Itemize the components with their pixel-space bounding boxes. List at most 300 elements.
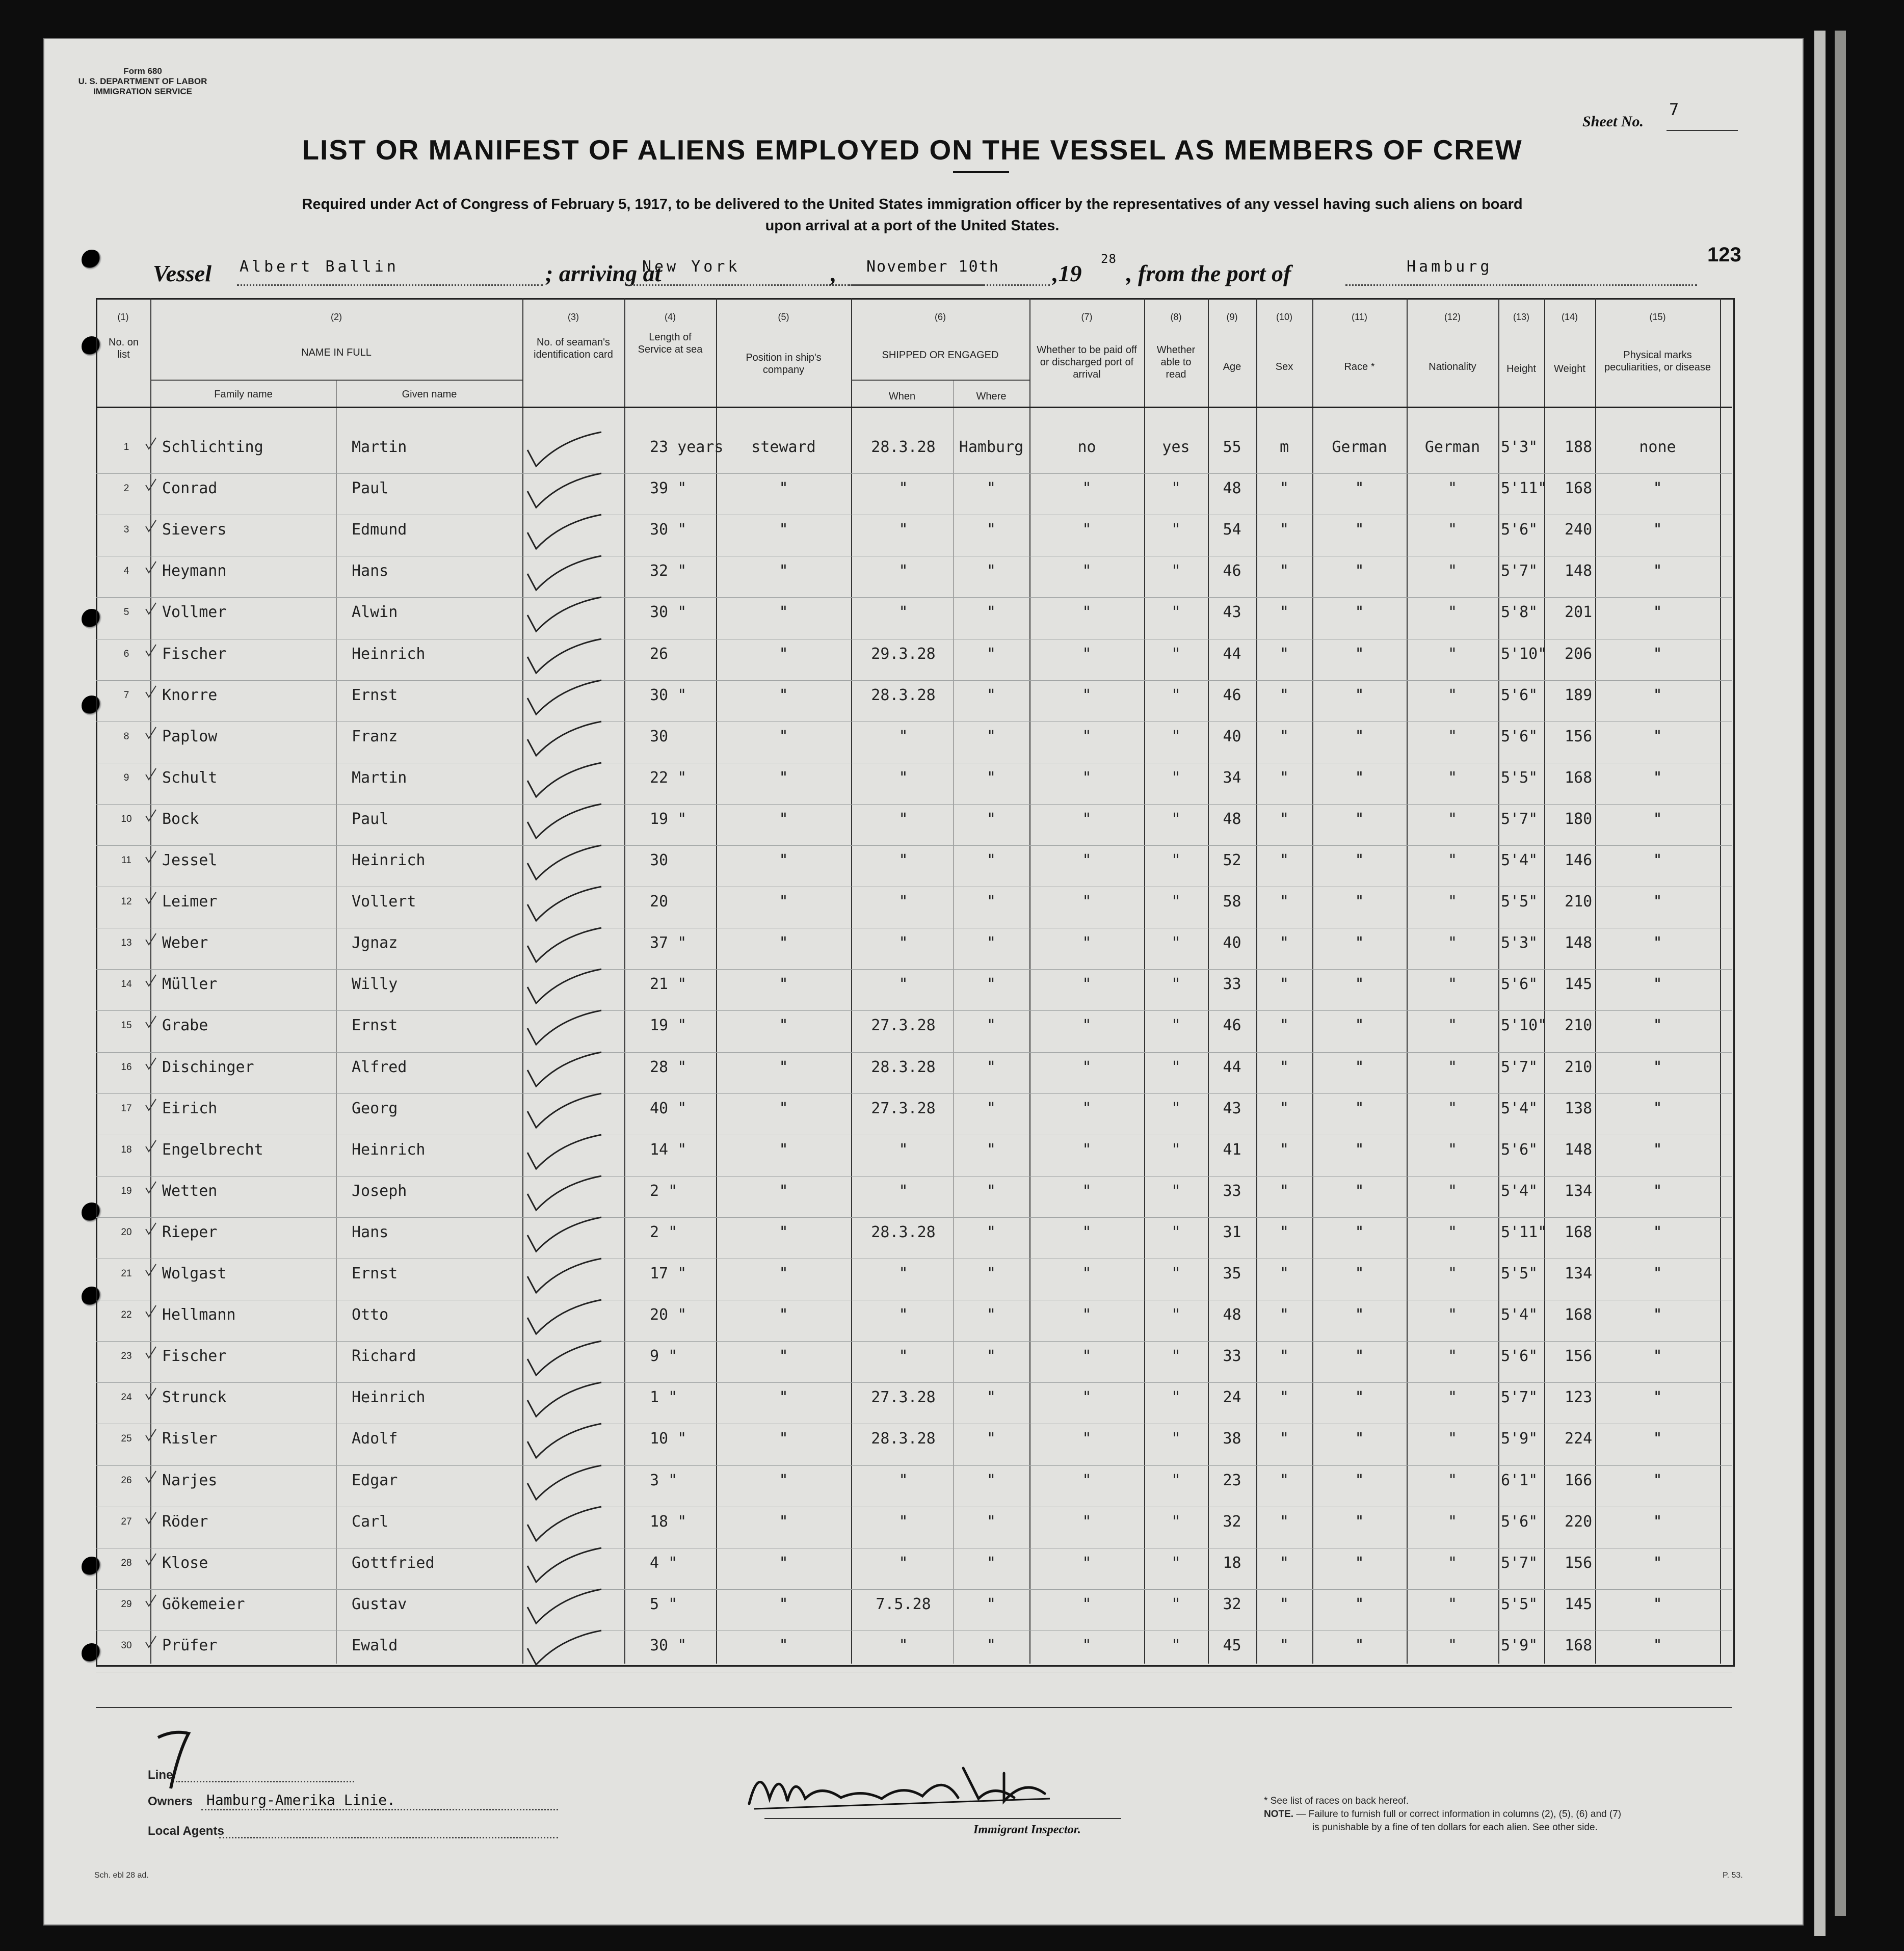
cell-height: 5'6" <box>1501 1347 1538 1365</box>
cell-read: " <box>1171 1100 1181 1117</box>
cell-height: 5'6" <box>1501 975 1538 993</box>
cell-family: Conrad <box>162 479 218 497</box>
cell-race: " <box>1355 975 1364 993</box>
cell-sex: " <box>1279 1182 1289 1200</box>
row-rule <box>96 597 1732 598</box>
cell-nat: " <box>1447 1472 1458 1489</box>
cell-height: 5'6" <box>1501 1513 1538 1531</box>
cell-race: " <box>1355 1388 1364 1406</box>
cell-where: " <box>986 1182 996 1200</box>
cell-paid: " <box>1082 1513 1092 1531</box>
row-rule <box>96 1589 1732 1590</box>
cell-family: Fischer <box>162 1347 227 1365</box>
check-mark-icon <box>525 1297 612 1338</box>
cell-paid: " <box>1082 603 1092 621</box>
cell-where: " <box>986 1554 996 1572</box>
cell-sex: " <box>1279 1265 1289 1282</box>
cell-age: 46 <box>1223 562 1241 580</box>
check-mark-icon <box>525 1173 612 1214</box>
cell-family: Risler <box>162 1430 218 1448</box>
cell-sex: " <box>1279 851 1289 869</box>
cell-given: Joseph <box>352 1182 407 1200</box>
check-mark-icon <box>525 1504 612 1545</box>
cell-given: Franz <box>352 728 398 745</box>
cell-age: 38 <box>1223 1430 1241 1448</box>
cell-weight: 156 <box>1565 1347 1593 1365</box>
cell-given: Adolf <box>352 1430 398 1448</box>
row-rule <box>96 1465 1732 1466</box>
cell-weight: 138 <box>1565 1100 1593 1117</box>
col-number: (2) <box>331 312 342 322</box>
cell-read: " <box>1171 1637 1181 1654</box>
small-tick-icon <box>144 1427 159 1442</box>
cell-height: 5'7" <box>1501 562 1538 580</box>
cell-nat: " <box>1447 603 1458 621</box>
cell-no: 18 <box>121 1144 132 1155</box>
cell-height: 5'4" <box>1501 1182 1538 1200</box>
department-name: U. S. DEPARTMENT OF LABOR <box>78 76 207 86</box>
cell-race: " <box>1355 1100 1364 1117</box>
cell-when: 28.3.28 <box>871 1430 936 1448</box>
cell-where: " <box>986 1637 996 1654</box>
cell-when: " <box>898 1637 908 1654</box>
cell-paid: " <box>1082 686 1092 704</box>
cell-marks: " <box>1653 521 1662 539</box>
cell-where: " <box>986 934 996 952</box>
cell-weight: 156 <box>1565 1554 1593 1572</box>
cell-read: " <box>1171 1223 1181 1241</box>
cell-age: 40 <box>1223 728 1241 745</box>
cell-given: Heinrich <box>352 1141 426 1159</box>
cell-position: " <box>779 1265 788 1282</box>
cell-age: 23 <box>1223 1472 1241 1489</box>
cell-race: " <box>1355 810 1364 828</box>
cell-family: Vollmer <box>162 603 227 621</box>
cell-marks: " <box>1653 479 1662 497</box>
cell-height: 5'4" <box>1501 1306 1538 1324</box>
cell-family: Knorre <box>162 686 218 704</box>
cell-nat: " <box>1447 893 1458 911</box>
cell-height: 5'7" <box>1501 1388 1538 1406</box>
cell-service: 5 " <box>650 1595 678 1613</box>
cell-sex: " <box>1279 1637 1289 1654</box>
cell-service: 30 <box>650 728 669 745</box>
cell-service: 22 " <box>650 769 687 787</box>
cell-marks: " <box>1653 851 1662 869</box>
small-tick-icon <box>144 643 159 658</box>
cell-when: 28.3.28 <box>871 686 936 704</box>
check-mark-icon <box>525 719 612 760</box>
small-tick-icon <box>144 1056 159 1071</box>
cell-given: Hans <box>352 1223 389 1241</box>
cell-no: 17 <box>121 1103 132 1114</box>
col-number: (13) <box>1513 312 1529 322</box>
cell-age: 18 <box>1223 1554 1241 1572</box>
cell-family: Gökemeier <box>162 1595 245 1613</box>
cell-where: Hamburg <box>959 438 1024 456</box>
header-bottom-rule <box>96 407 1732 408</box>
cell-weight: 123 <box>1565 1388 1593 1406</box>
header-family-name: Family name <box>214 389 273 400</box>
subtitle-line-1: Required under Act of Congress of February 5, 1917, to be delivered to the United States immigration officer by the representatives of any vessel having such aliens on board <box>302 196 1523 212</box>
cell-height: 5'5" <box>1501 893 1538 911</box>
cell-sex: " <box>1279 1306 1289 1324</box>
cell-read: " <box>1171 728 1181 745</box>
header-name-in-full: NAME IN FULL <box>301 347 372 358</box>
cell-no: 3 <box>123 524 129 535</box>
cell-weight: 168 <box>1565 1306 1593 1324</box>
cell-position: " <box>779 479 788 497</box>
header-able-to-read: Whether able to read <box>1156 344 1196 380</box>
small-tick-icon <box>144 436 159 451</box>
cell-sex: " <box>1279 1430 1289 1448</box>
cell-given: Ernst <box>352 1017 398 1034</box>
small-tick-icon <box>144 1303 159 1319</box>
cell-service: 30 " <box>650 1637 687 1654</box>
cell-no: 4 <box>123 566 129 576</box>
cell-read: " <box>1171 479 1181 497</box>
cell-when: " <box>898 893 908 911</box>
row-rule <box>96 1341 1732 1342</box>
cell-sex: " <box>1279 1554 1289 1572</box>
cell-nat: German <box>1424 438 1480 456</box>
races-note: * See list of races on back hereof. <box>1264 1796 1409 1806</box>
cell-when: " <box>898 1513 908 1531</box>
cell-no: 14 <box>121 979 132 990</box>
cell-age: 40 <box>1223 934 1241 952</box>
cell-where: " <box>986 893 996 911</box>
cell-age: 46 <box>1223 686 1241 704</box>
cell-paid: " <box>1082 893 1092 911</box>
cell-service: 20 " <box>650 1306 687 1324</box>
cell-where: " <box>986 1347 996 1365</box>
cell-read: " <box>1171 1182 1181 1200</box>
cell-given: Ewald <box>352 1637 398 1654</box>
cell-weight: 206 <box>1565 645 1593 663</box>
cell-paid: " <box>1082 1347 1092 1365</box>
cell-no: 15 <box>121 1020 132 1031</box>
header-position: Position in ship's company <box>746 352 822 376</box>
cell-marks: " <box>1653 769 1662 787</box>
cell-marks: " <box>1653 893 1662 911</box>
cell-service: 23 years <box>650 438 724 456</box>
cell-when: " <box>898 1265 908 1282</box>
cell-when: " <box>898 521 908 539</box>
cell-race: German <box>1332 438 1387 456</box>
cell-race: " <box>1355 1430 1364 1448</box>
cell-age: 45 <box>1223 1637 1241 1654</box>
cell-weight: 168 <box>1565 769 1593 787</box>
cell-no: 16 <box>121 1062 132 1073</box>
cell-read: " <box>1171 810 1181 828</box>
cell-given: Alwin <box>352 603 398 621</box>
cell-weight: 134 <box>1565 1182 1593 1200</box>
cell-given: Otto <box>352 1306 389 1324</box>
cell-family: Fischer <box>162 645 227 663</box>
header-shipped-or-engaged: SHIPPED OR ENGAGED <box>882 350 999 361</box>
page-code: P. 53. <box>1723 1871 1743 1880</box>
small-tick-icon <box>144 559 159 575</box>
cell-where: " <box>986 1472 996 1489</box>
cell-service: 26 <box>650 645 669 663</box>
cell-paid: " <box>1082 1430 1092 1448</box>
cell-position: " <box>779 893 788 911</box>
column-rule <box>336 380 337 1664</box>
cell-nat: " <box>1447 562 1458 580</box>
small-tick-icon <box>144 973 159 988</box>
cell-where: " <box>986 562 996 580</box>
cell-position: " <box>779 1141 788 1159</box>
service-name: IMMIGRATION SERVICE <box>93 87 192 96</box>
check-mark-icon <box>525 1215 612 1255</box>
cell-given: Willy <box>352 975 398 993</box>
col-number: (9) <box>1226 312 1238 322</box>
cell-when: " <box>898 1141 908 1159</box>
cell-race: " <box>1355 769 1364 787</box>
check-mark-icon <box>525 1463 612 1504</box>
binder-hole <box>82 250 102 270</box>
cell-weight: 180 <box>1565 810 1593 828</box>
cell-race: " <box>1355 645 1364 663</box>
year-prefix: , 19 <box>1052 260 1082 286</box>
check-mark-icon <box>525 1339 612 1379</box>
small-tick-icon <box>144 1593 159 1608</box>
cell-weight: 146 <box>1565 851 1593 869</box>
cell-weight: 156 <box>1565 728 1593 745</box>
cell-position: " <box>779 1100 788 1117</box>
header-given-name: Given name <box>402 389 457 400</box>
cell-when: " <box>898 934 908 952</box>
cell-nat: " <box>1447 1347 1458 1365</box>
header-sex: Sex <box>1275 361 1293 372</box>
page-title: LIST OR MANIFEST OF ALIENS EMPLOYED ON THE VESSEL AS MEMBERS OF CREW <box>302 134 1523 166</box>
cell-age: 35 <box>1223 1265 1241 1282</box>
cell-given: Richard <box>352 1347 416 1365</box>
subtitle-line-2: upon arrival at a port of the United States. <box>765 218 1060 234</box>
arriving-label: ; arriving at <box>545 260 662 286</box>
cell-nat: " <box>1447 1637 1458 1654</box>
row-rule <box>96 1217 1732 1218</box>
check-mark-icon <box>525 967 612 1007</box>
small-tick-icon <box>144 1634 159 1649</box>
cell-read: " <box>1171 1388 1181 1406</box>
cell-when: 29.3.28 <box>871 645 936 663</box>
col-number: (12) <box>1444 312 1461 322</box>
cell-age: 33 <box>1223 1347 1241 1365</box>
cell-where: " <box>986 1430 996 1448</box>
cell-read: " <box>1171 934 1181 952</box>
cell-read: " <box>1171 975 1181 993</box>
cell-read: " <box>1171 769 1181 787</box>
cell-race: " <box>1355 893 1364 911</box>
cell-paid: " <box>1082 1472 1092 1489</box>
cell-position: " <box>779 1430 788 1448</box>
cell-race: " <box>1355 562 1364 580</box>
cell-family: Rieper <box>162 1223 218 1241</box>
cell-read: " <box>1171 1265 1181 1282</box>
cell-height: 5'7" <box>1501 1554 1538 1572</box>
cell-position: " <box>779 1513 788 1531</box>
col-number: (4) <box>665 312 676 322</box>
check-mark-icon <box>525 1421 612 1462</box>
cell-read: " <box>1171 1595 1181 1613</box>
cell-sex: " <box>1279 603 1289 621</box>
cell-paid: " <box>1082 1554 1092 1572</box>
cell-given: Edgar <box>352 1472 398 1489</box>
cell-when: " <box>898 1554 908 1572</box>
page-subtitle <box>127 194 1697 236</box>
year-suffix: 28 <box>1101 252 1117 266</box>
small-tick-icon <box>144 1097 159 1112</box>
check-mark-icon <box>525 1628 612 1669</box>
cell-no: 29 <box>121 1599 132 1610</box>
cell-weight: 145 <box>1565 975 1593 993</box>
vessel-line <box>153 252 1697 290</box>
cell-weight: 188 <box>1565 438 1593 456</box>
cell-sex: " <box>1279 686 1289 704</box>
cell-service: 3 " <box>650 1472 678 1489</box>
cell-when: 7.5.28 <box>876 1595 931 1613</box>
cell-position: " <box>779 521 788 539</box>
cell-height: 5'4" <box>1501 1100 1538 1117</box>
cell-no: 9 <box>123 772 129 783</box>
vessel-label: Vessel <box>153 260 211 286</box>
cell-age: 55 <box>1223 438 1241 456</box>
cell-marks: " <box>1653 1265 1662 1282</box>
form-identifier <box>61 66 224 97</box>
row-rule <box>96 969 1732 970</box>
small-tick-icon <box>144 1180 159 1195</box>
cell-nat: " <box>1447 686 1458 704</box>
cell-weight: 189 <box>1565 686 1593 704</box>
cell-when: " <box>898 1306 908 1324</box>
cell-paid: " <box>1082 851 1092 869</box>
cell-position: " <box>779 1058 788 1076</box>
col-number: (7) <box>1081 312 1093 322</box>
row-rule <box>96 1010 1732 1011</box>
cell-service: 18 " <box>650 1513 687 1531</box>
cell-age: 32 <box>1223 1513 1241 1531</box>
inspector-signature <box>739 1753 1065 1819</box>
cell-marks: " <box>1653 810 1662 828</box>
check-mark-icon <box>525 512 612 553</box>
arrival-date-line <box>849 284 1050 286</box>
cell-no: 11 <box>121 855 131 866</box>
cell-position: " <box>779 686 788 704</box>
header-age: Age <box>1223 361 1241 372</box>
cell-no: 25 <box>121 1433 132 1444</box>
small-tick-icon <box>144 684 159 699</box>
cell-family: Eirich <box>162 1100 218 1117</box>
cell-position: " <box>779 1347 788 1365</box>
column-rule <box>851 298 852 1664</box>
cell-weight: 168 <box>1565 1637 1593 1654</box>
check-mark-icon <box>525 678 612 718</box>
cell-race: " <box>1355 851 1364 869</box>
cell-age: 46 <box>1223 1017 1241 1034</box>
cell-marks: " <box>1653 1017 1662 1034</box>
cell-height: 5'6" <box>1501 728 1538 745</box>
cell-nat: " <box>1447 1058 1458 1076</box>
cell-family: Sievers <box>162 521 227 539</box>
cell-weight: 240 <box>1565 521 1593 539</box>
small-tick-icon <box>144 849 159 864</box>
cell-nat: " <box>1447 1388 1458 1406</box>
cell-race: " <box>1355 1058 1364 1076</box>
check-mark-icon <box>525 553 612 594</box>
cell-given: Martin <box>352 769 407 787</box>
cell-height: 5'5" <box>1501 769 1538 787</box>
cell-family: Schult <box>162 769 218 787</box>
cell-service: 28 " <box>650 1058 687 1076</box>
cell-position: " <box>779 603 788 621</box>
cell-sex: m <box>1279 438 1289 456</box>
cell-height: 5'6" <box>1501 686 1538 704</box>
cell-paid: " <box>1082 479 1092 497</box>
cell-where: " <box>986 1141 996 1159</box>
header-when: When <box>888 391 916 402</box>
cell-height: 5'4" <box>1501 851 1538 869</box>
cell-marks: " <box>1653 603 1662 621</box>
cell-no: 8 <box>123 731 129 742</box>
cell-given: Vollert <box>352 893 416 911</box>
cell-read: " <box>1171 562 1181 580</box>
cell-sex: " <box>1279 934 1289 952</box>
cell-age: 44 <box>1223 1058 1241 1076</box>
cell-marks: " <box>1653 1223 1662 1241</box>
cell-where: " <box>986 851 996 869</box>
cell-service: 10 " <box>650 1430 687 1448</box>
cell-no: 23 <box>121 1351 132 1361</box>
cell-height: 5'9" <box>1501 1430 1538 1448</box>
cell-paid: " <box>1082 645 1092 663</box>
cell-where: " <box>986 1265 996 1282</box>
cell-family: Jessel <box>162 851 218 869</box>
cell-paid: " <box>1082 1223 1092 1241</box>
cell-given: Ernst <box>352 1265 398 1282</box>
cell-nat: " <box>1447 1017 1458 1034</box>
cell-read: " <box>1171 1306 1181 1324</box>
small-tick-icon <box>144 808 159 823</box>
cell-marks: " <box>1653 1100 1662 1117</box>
cell-family: Grabe <box>162 1017 208 1034</box>
from-port-label: , from the port of <box>1126 260 1291 286</box>
cell-race: " <box>1355 728 1364 745</box>
cell-where: " <box>986 1513 996 1531</box>
departure-port: Hamburg <box>1407 258 1493 276</box>
cell-service: 32 " <box>650 562 687 580</box>
cell-given: Paul <box>352 479 389 497</box>
cell-no: 13 <box>121 938 132 948</box>
cell-sex: " <box>1279 1513 1289 1531</box>
cell-paid: " <box>1082 1265 1092 1282</box>
cell-paid: " <box>1082 1182 1092 1200</box>
cell-service: 17 " <box>650 1265 687 1282</box>
cell-nat: " <box>1447 769 1458 787</box>
print-code: Sch. ebl 28 ad. <box>94 1871 149 1880</box>
cell-sex: " <box>1279 1595 1289 1613</box>
small-tick-icon <box>144 1510 159 1526</box>
column-rule <box>1498 298 1499 1664</box>
header-paid-off: Whether to be paid off or discharged port of arrival <box>1037 344 1137 380</box>
cell-when: " <box>898 810 908 828</box>
cell-weight: 148 <box>1565 562 1593 580</box>
cell-race: " <box>1355 686 1364 704</box>
cell-nat: " <box>1447 1306 1458 1324</box>
cell-marks: " <box>1653 1306 1662 1324</box>
cell-nat: " <box>1447 645 1458 663</box>
check-mark-icon <box>525 884 612 925</box>
